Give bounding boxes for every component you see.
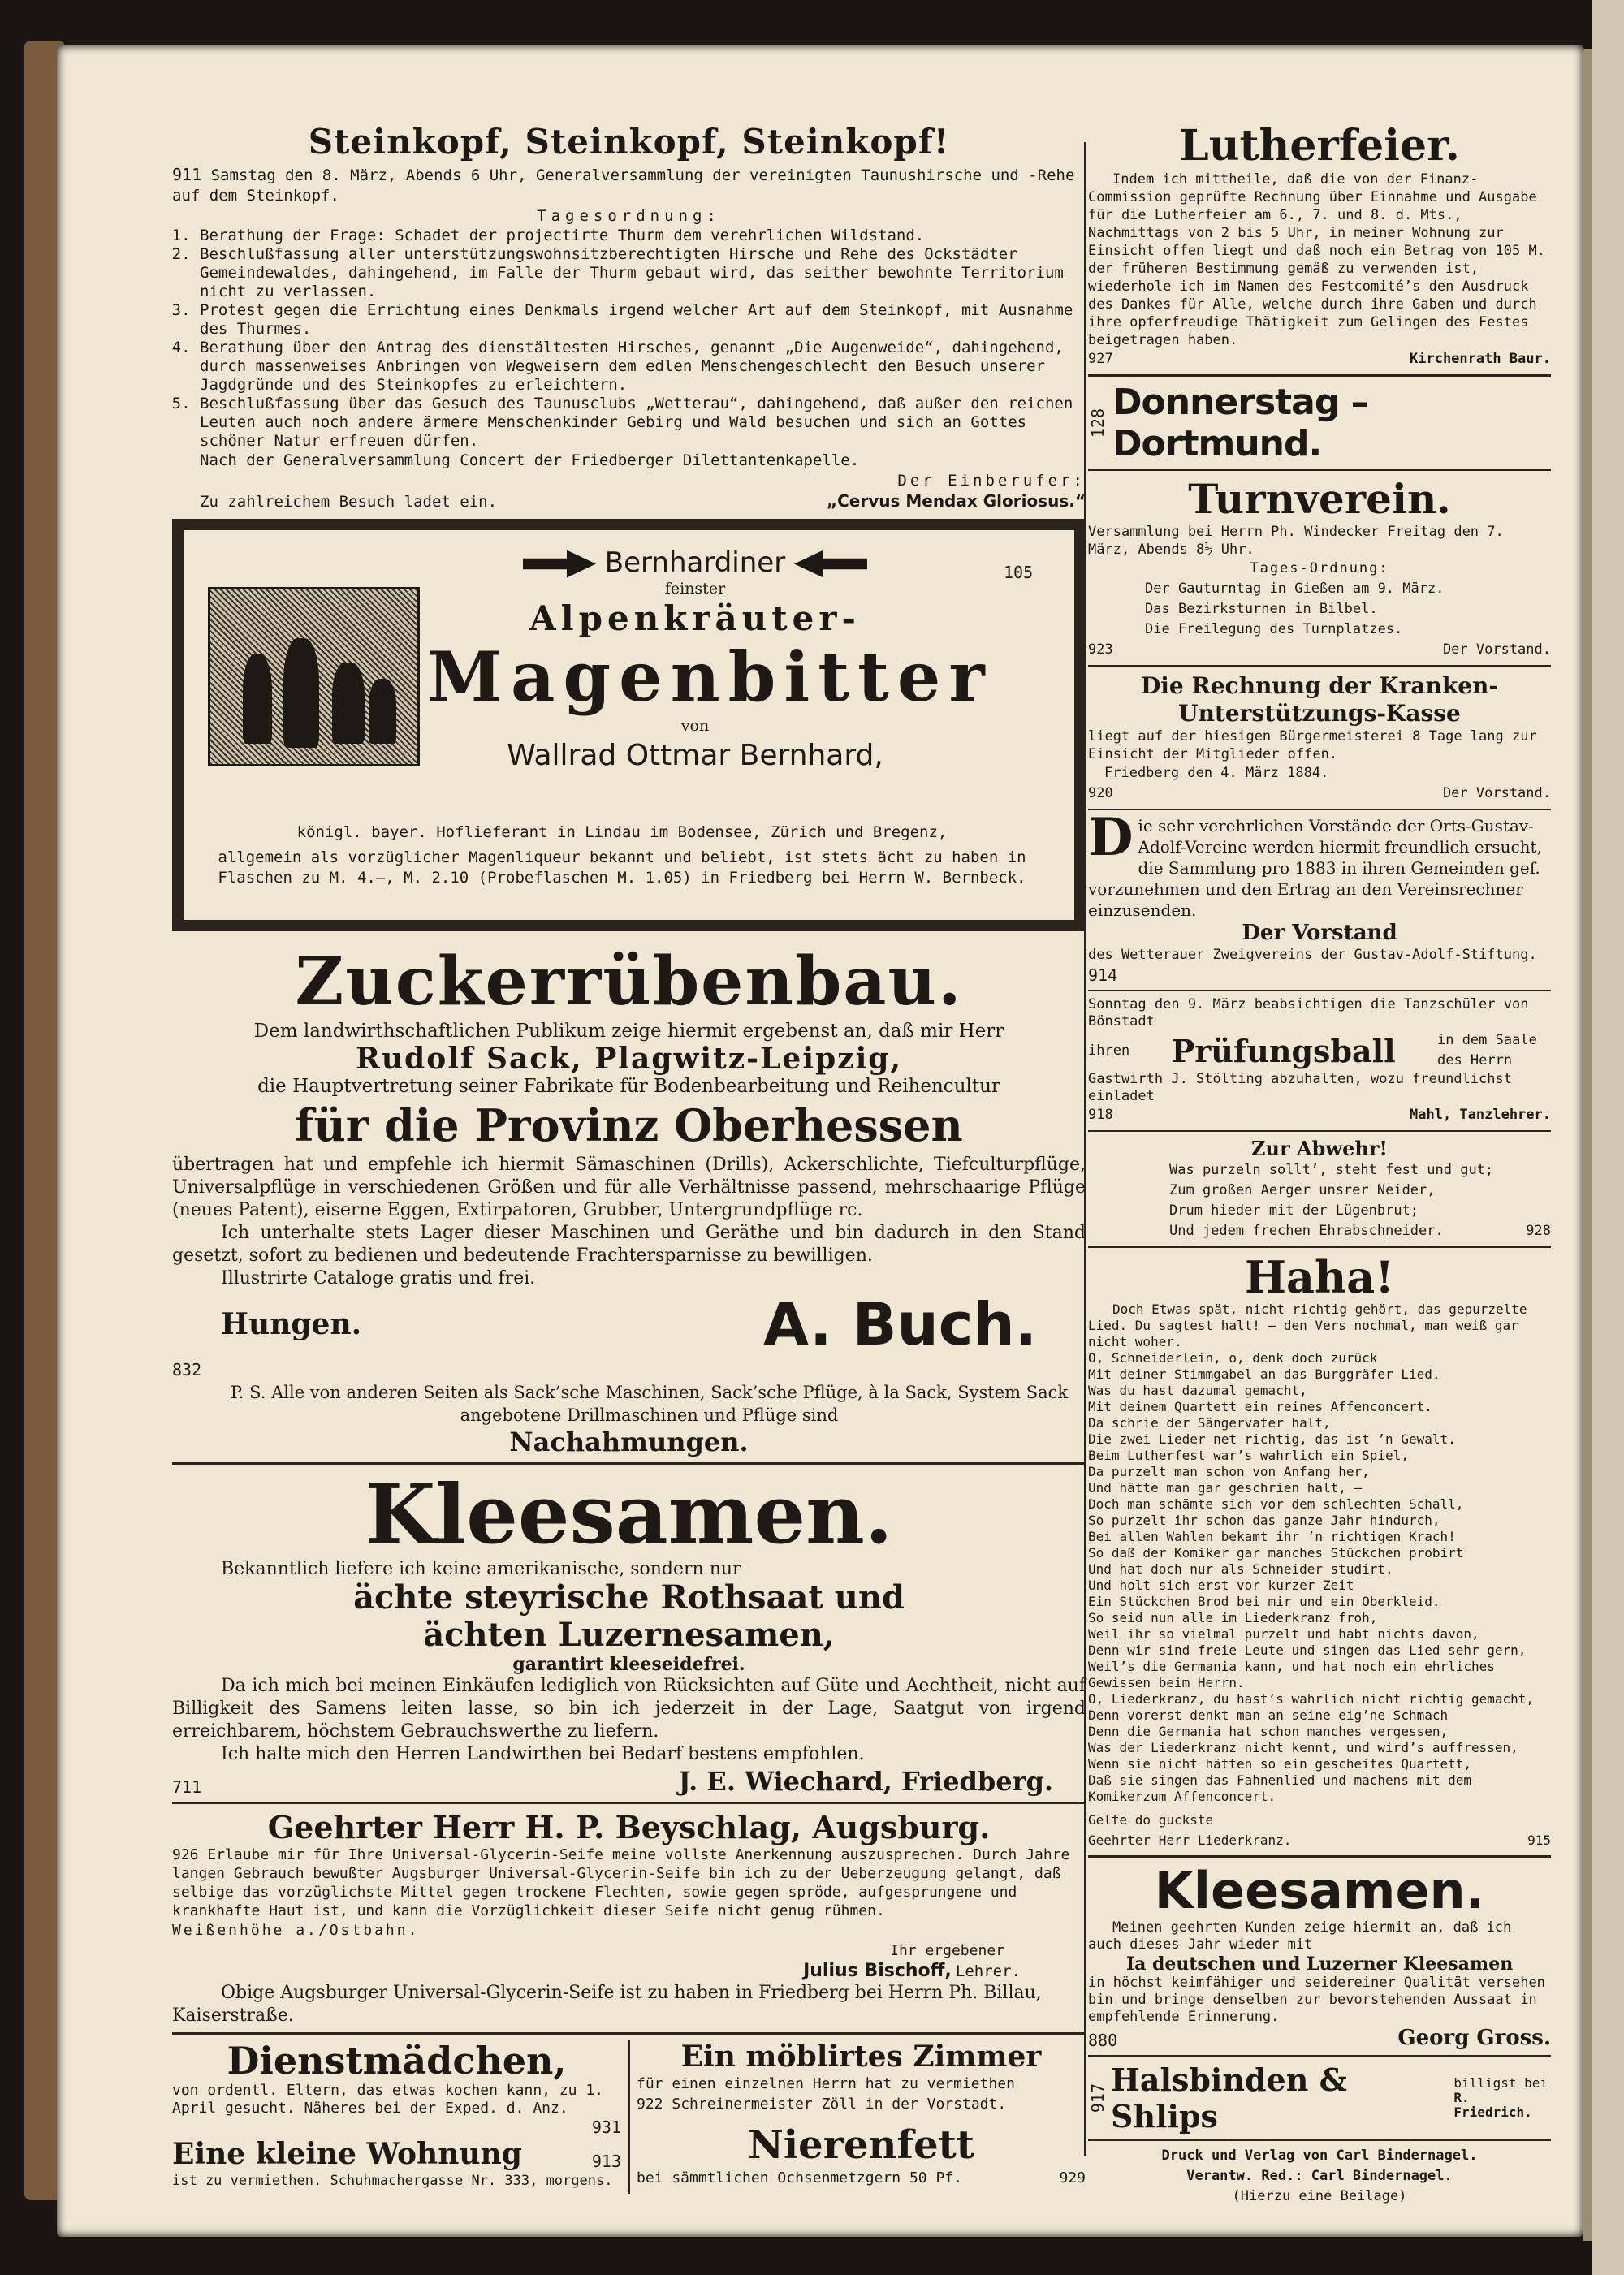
agenda-item: Der Gauturntag in Gießen am 9. März. xyxy=(1145,581,1445,597)
ad-number: 128 xyxy=(1088,408,1108,438)
left-column xyxy=(172,122,1086,2189)
ad-text: in dem Saale des Herrn xyxy=(1436,1032,1537,1068)
ad-number: 105 xyxy=(1004,563,1034,582)
ad-sign: Mahl, Tanzlehrer. xyxy=(1410,1107,1551,1123)
ad-text: Gastwirth J. Stölting abzuhalten, wozu freundlichst einladet xyxy=(1088,1071,1512,1104)
ad-text: Bekanntlich liefere ich keine amerikanische, sondern nur xyxy=(221,1559,741,1579)
ad-number: 911 xyxy=(172,165,202,184)
ad-text: ie sehr verehrlichen Vorstände der Orts-Gustav-Adolf-Vereine werden hiermit freundlich ersucht, die Sammlung pro 1883 in ihren Gemeinden gef. vorzunehmen und den Ertrag an den Vereinsrechner einzusenden. xyxy=(1088,816,1542,920)
agenda-item: 3. Protest gegen die Errichtung eines Denkmals irgend welcher Art auf dem Steinkopf, mit Ausnahme des Thurmes. xyxy=(200,301,1086,339)
ad-text: die Hauptvertretung seiner Fabrikate für Bodenbearbeitung und Reihencultur xyxy=(257,1076,1000,1097)
verse-line: Bei allen Wahlen bekamt ihr ’n richtigen Krach! xyxy=(1088,1529,1456,1544)
verse-line: So purzelt ihr schon das ganze Jahr hindurch, xyxy=(1088,1513,1440,1528)
verse-line: Denn wir sind freie Leute und singen das Lied sehr gern, xyxy=(1088,1643,1527,1658)
ad-text: Ich unterhalte stets Lager dieser Maschinen und Geräthe und bin dadurch in den Stand gesetzt, sofort zu bedienen und bedeutende Frachtersparnisse zu bewilligen. xyxy=(172,1223,1086,1266)
ad-beyschlag xyxy=(172,1809,1086,2027)
ad-text: in höchst keimfähiger und seidereiner Qualität versehen bin und bringe denselben zur bevorstehenden Aussaat in empfehlende Erinnerung. xyxy=(1088,1975,1545,2025)
ad-text: Meinen geehrten Kunden zeige hiermit an, daß ich auch dieses Jahr wieder mit xyxy=(1088,1919,1512,1953)
ad-side-1: billigst bei xyxy=(1453,2075,1548,2091)
ad-number: 918 xyxy=(1088,1107,1113,1123)
verse-line: Und hätte man gar geschrien halt, — xyxy=(1088,1480,1363,1496)
ad-number: 711 xyxy=(172,1777,202,1797)
ad-name: Julius Bischoff, xyxy=(803,1961,952,1981)
page-stack-edge xyxy=(1592,0,1624,2275)
ad-sign: Der Vorstand. xyxy=(1442,785,1551,801)
ad-role: Lehrer. xyxy=(955,1962,1021,1980)
ad-text: übertragen hat und empfehle ich hiermit Sämaschinen (Drills), Ackerschlichte, Tiefculturpflüge, Universalpflüge in verschiedenen Größen und für alle Verhältnisse passend, mehrschaarige Pflüge (neues Patent), eiserne Eggen, Extirpatoren, Grubber, Untergrundpflüge rc. xyxy=(172,1155,1086,1220)
verse-line: Weil ihr so vielmal purzelt und habt nichts davon, xyxy=(1088,1626,1479,1642)
ad-note: Obige Augsburger Universal-Glycerin-Seife ist zu haben in Friedberg bei Herrn Ph. Billau, Kaiserstraße. xyxy=(172,1983,1042,2026)
agenda-heading: Tagesordnung: xyxy=(537,207,721,225)
ad-lutherfeier xyxy=(1088,122,1551,369)
ad-title: Die Rechnung der Kranken-Unterstützungs-Kasse xyxy=(1140,672,1499,727)
ad-sign: Der Vorstand xyxy=(1242,921,1397,945)
ad-number: 915 xyxy=(1527,1833,1551,1848)
imprint-line: (Hierzu eine Beilage) xyxy=(1232,2188,1407,2204)
verse-line: Mit deiner Stimmgabel an das Burggräfer Lied. xyxy=(1088,1366,1440,1382)
ad-haha xyxy=(1088,1253,1551,1850)
ad-text: Schreinermeister Zöll in der Vorstadt. xyxy=(672,2096,1007,2113)
verse-line: O, Schneiderlein, o, denk doch zurück xyxy=(1088,1350,1378,1366)
ad-provinz: für die Provinz Oberhessen xyxy=(295,1099,963,1151)
verse-line: So seid nun alle im Liederkranz froh, xyxy=(1088,1610,1378,1625)
ad-number: 922 xyxy=(637,2096,663,2113)
verse-line: Die zwei Lieder net richtig, das ist ’n Gewalt. xyxy=(1088,1431,1456,1447)
ad-title: Halsbinden & Shlips xyxy=(1111,2061,1347,2135)
ad-invite: Zu zahlreichem Besuch ladet ein. xyxy=(200,493,498,511)
ad-sign: Der Vorstand. xyxy=(1442,641,1551,658)
ad-text: Indem ich mittheile, daß die von der Finanz-Commission geprüfte Rechnung über Einnahme und Ausgabe für die Lutherfeier am 6., 7. und 8. d. Mts., Nachmittags von 2 bis 5 Uhr, in meiner Wohnung zur Einsicht offen liegt und daß noch ein Betrag von 105 M. der früheren Bestimmung gemäß zu verwenden ist, wiederhole ich im Namen des Festcomité’s den Ausdruck des Dankes für Alle, welche durch ihre Gaben und durch ihre opferfreudige Thätigkeit zum Gelingen des Festes beigetragen haben. xyxy=(1088,171,1545,348)
ad-sub: garantirt kleeseidefrei. xyxy=(512,1654,745,1675)
ad-title: Haha! xyxy=(1245,1251,1394,1303)
ad-abwehr xyxy=(1088,1137,1551,1241)
verse-line: Daß sie singen das Fahnenlied und machens mit dem Komikerzum Affenconcert. xyxy=(1088,1772,1472,1804)
ad-number: 920 xyxy=(1088,785,1113,801)
ad-intro: Doch Etwas spät, nicht richtig gehört, das gepurzelte Lied. Du sagtest halt! — den Vers nochmal, man weiß gar nicht woher. xyxy=(1088,1302,1527,1349)
ad-text: Ich halte mich den Herren Landwirthen bei Bedarf bestens empfohlen. xyxy=(221,1744,865,1764)
agenda-item: 1. Berathung der Frage: Schadet der projectirte Thurm dem verehrlichen Wildstand. xyxy=(200,227,1086,245)
ad-title: Zur Abwehr! xyxy=(1251,1137,1388,1160)
agenda-item: 5. Beschlußfassung über das Gesuch des Taunusclubs „Wetterau“, dahingehend, daß außer den reichen Leuten auch noch andere ärmere Menschenkinder Gebirg und Wald besuchen und sich an Gottes schöner Natur erfreuen dürfen. xyxy=(200,395,1086,451)
ad-sign: Kirchenrath Baur. xyxy=(1410,351,1551,367)
ad-number: 913 xyxy=(591,2152,621,2171)
caller-label: Der Einberufer: xyxy=(897,472,1086,490)
pointing-hand-icon xyxy=(794,550,867,578)
ad-text: Erlaube mir für Ihre Universal-Glycerin-Seife meine vollste Anerkennung auszusprechen. Durch Jahre langen Gebrauch bewußter Augsburger Universal-Glycerin-Seife bin ich zu der Ueberzeugung gelangt, daß selbige das vorzüglichste Mittel gegen trockene Flechten, sowie gegen spröde, aufgesprungene und krankhafte Haut ist, und kann die Vorzüglichkeit dieser Seife nicht genug rühmen. xyxy=(172,1846,1070,1919)
ad-title: Kleesamen. xyxy=(365,1466,893,1562)
ad-title: Dienstmädchen, xyxy=(227,2039,567,2083)
ad-number: 927 xyxy=(1088,351,1113,367)
ad-name: Rudolf Sack, Plagwitz-Leipzig, xyxy=(355,1042,903,1076)
ad-title: Donnerstag – Dortmund. xyxy=(1112,382,1368,464)
right-column xyxy=(1088,121,1551,2204)
agenda-heading: Tages-Ordnung: xyxy=(1250,560,1389,576)
verse-line: Und jedem frechen Ehrabschneider. xyxy=(1169,1223,1444,1239)
ad-krankenkasse xyxy=(1088,672,1551,804)
bitter-desc: allgemein als vorzüglicher Magenliqueur bekannt und beliebt, ist stets ächt zu haben in Flaschen zu M. 4.–, M. 2.10 (Probeflaschen M. 1.05) in Friedberg bei Herrn W. Bernbeck. xyxy=(218,848,1026,887)
ad-title-2: Eine kleine Wohnung xyxy=(172,2137,522,2171)
ad-greet-2: Geehrter Herr Liederkranz. xyxy=(1088,1833,1292,1848)
bitter-feinster: feinster xyxy=(664,580,726,598)
verse-line: Doch man schämte sich vor dem schlechten Schall, xyxy=(1088,1496,1464,1512)
ad-sign: Georg Gross. xyxy=(1397,2026,1551,2050)
ad-title: Kleesamen. xyxy=(1154,1861,1485,1920)
verse-line: Da schrie der Sängervater halt, xyxy=(1088,1415,1331,1431)
ad-kleesamen xyxy=(172,1466,1086,1797)
ad-big: ächten Luzernesamen, xyxy=(423,1616,835,1654)
ad-postscript-end: Nachahmungen. xyxy=(509,1427,749,1457)
verse-line: Wenn sie nicht hätten so ein gescheites Quartett, xyxy=(1088,1756,1472,1772)
ad-place: Weißenhöhe a./Ostbahn. xyxy=(172,1922,420,1939)
pointing-hand-icon xyxy=(523,550,596,578)
agenda-item: 4. Berathung über den Antrag des dienstältesten Hirsches, genannt „Die Augenweide“, dahingehend, durch massenweises Anbringen von Wegweisern dem edlen Menschengeschlecht den Besuch unserer Jagdgründe und des Steinkopfes zu erleichtern. xyxy=(200,339,1086,395)
imprint-line: Verantw. Red.: Carl Bindernagel. xyxy=(1186,2168,1453,2184)
ad-yours: Ihr ergebener xyxy=(890,1942,1004,1959)
ad-pruefungsball xyxy=(1088,996,1551,1125)
ad-text: bei sämmtlichen Ochsenmetzgern 50 Pf. xyxy=(637,2169,962,2187)
ad-turnverein xyxy=(1088,476,1551,660)
agenda-item: Die Freilegung des Turnplatzes. xyxy=(1145,621,1403,637)
ad-number: 914 xyxy=(1088,965,1118,985)
ad-text: für einen einzelnen Herrn hat zu vermiethen xyxy=(637,2075,1015,2092)
caller-name: „Cervus Mendax Gloriosus.“ xyxy=(826,491,1086,511)
ad-greet: Gelte do guckste xyxy=(1088,1812,1214,1828)
agenda-item: Das Bezirksturnen in Bilbel. xyxy=(1145,601,1378,617)
ad-title: Lutherfeier. xyxy=(1179,121,1460,171)
verse-line: Was du hast dazumal gemacht, xyxy=(1088,1383,1307,1398)
woodcut-illustration xyxy=(208,587,420,766)
ad-dienstmaedchen xyxy=(172,2040,628,2194)
verse-line: Drum hieder mit der Lügenbrut; xyxy=(1169,1202,1419,1219)
bitter-title-2: Magenbitter xyxy=(427,637,993,717)
ad-text: von ordentl. Eltern, das etwas kochen kann, zu 1. April gesucht. Näheres bei der Exped. d. Anz. xyxy=(172,2082,604,2117)
drop-initial: D xyxy=(1088,807,1134,868)
verse-line: Was purzeln sollt’, steht fest und gut; xyxy=(1169,1162,1494,1178)
verse-line: O, Liederkranz, du hast’s wahrlich nicht richtig gemacht, xyxy=(1088,1691,1535,1707)
ad-title: Zuckerrübenbau. xyxy=(295,943,963,1021)
agenda-item: 2. Beschlußfassung aller unterstützungswohnsitzberechtigten Hirsche und Rehe des Ockstädter Gemeindewaldes, dahingehend, im Falle der Thurm gebaut wird, das seither bewohnte Territorium nicht zu verlassen. xyxy=(200,245,1086,301)
ad-intro: Samstag den 8. März, Abends 6 Uhr, Generalversammlung der vereinigten Taunushirsche und -Rehe auf dem Steinkopf. xyxy=(172,166,1075,205)
ad-title: Geehrter Herr H. P. Beyschlag, Augsburg. xyxy=(267,1809,991,1845)
ad-date: Friedberg den 4. März 1884. xyxy=(1104,765,1329,781)
ad-postscript: P. S. Alle von anderen Seiten als Sack’sche Maschinen, Sack’sche Pflüge, à la Sack, System Sack angebotene Drillmaschinen und Pflüge sind xyxy=(230,1383,1069,1425)
ad-text: Illustrirte Cataloge gratis und frei. xyxy=(221,1268,536,1289)
verse-line: Denn die Germania hat schon manches vergessen, xyxy=(1088,1724,1449,1739)
ad-place: Hungen. xyxy=(221,1307,362,1341)
ad-zuckerruebenbau xyxy=(172,943,1086,1457)
ad-magenbitter xyxy=(172,519,1086,931)
ad-title: Prüfungsball xyxy=(1171,1032,1396,1069)
agenda-list xyxy=(172,227,1086,451)
bitter-von: von xyxy=(680,717,710,735)
bitter-maker-line: königl. bayer. Hoflieferant in Lindau im Bodensee, Zürich und Bregenz, xyxy=(296,823,948,841)
verse-line: Und holt sich erst vor kurzer Zeit xyxy=(1088,1578,1354,1593)
verse-line: Und hat doch nur als Schneider studirt. xyxy=(1088,1561,1393,1577)
ad-title: Steinkopf, Steinkopf, Steinkopf! xyxy=(308,122,950,162)
ad-number: 928 xyxy=(1526,1223,1551,1239)
ad-zimmer xyxy=(630,2040,1086,2194)
ad-number: 880 xyxy=(1088,2031,1118,2050)
verse-block xyxy=(1088,1350,1551,1805)
small-ads-row xyxy=(172,2040,1086,2194)
ad-number: 926 xyxy=(172,1846,199,1863)
verse-line: Was der Liederkranz nicht kennt, und wird’s auffressen, xyxy=(1088,1740,1518,1755)
ad-number: 832 xyxy=(172,1360,202,1379)
ad-number: 923 xyxy=(1088,641,1113,658)
ad-big: ächte steyrische Rothsaat und xyxy=(353,1578,905,1617)
verse-line: Ein Stückchen Brod bei mir und ein Oberkleid. xyxy=(1088,1594,1440,1609)
ad-big: Ia deutschen und Luzerner Kleesamen xyxy=(1125,1953,1514,1975)
ad-text: liegt auf der hiesigen Bürgermeisterei 8 Tage lang zur Einsicht der Mitglieder offen. xyxy=(1088,728,1537,762)
ad-sign-2: des Wetterauer Zweigvereins der Gustav-Adolf-Stiftung. xyxy=(1088,947,1537,963)
ad-dortmund xyxy=(1088,382,1551,464)
bitter-top: Bernhardiner xyxy=(604,546,786,579)
ad-kleesamen-2 xyxy=(1088,1863,1551,2050)
ad-text: Dem landwirthschaftlichen Publikum zeige hiermit ergebenst an, daß mir Herr xyxy=(253,1021,1004,1042)
verse-line: Denn vorerst denkt man an seine eig’ne Schmach xyxy=(1088,1707,1449,1723)
bitter-title-1: Alpenkräuter- xyxy=(529,598,861,638)
ad-side-2: R. Friedrich. xyxy=(1453,2090,1532,2120)
ad-number: 931 xyxy=(591,2117,621,2137)
ad-title: Ein möblirtes Zimmer xyxy=(680,2040,1042,2074)
ad-firm: A. Buch. xyxy=(763,1290,1037,1358)
ad-text: ihren xyxy=(1088,1042,1130,1059)
verse-line: Da purzelt man schon von Anfang her, xyxy=(1088,1464,1370,1479)
bitter-maker: Wallrad Ottmar Bernhard, xyxy=(507,739,883,772)
ad-after: Nach der Generalversammlung Concert der Friedberger Dilettantenkapelle. xyxy=(200,451,860,469)
ad-text: Sonntag den 9. März beabsichtigen die Tanzschüler von Bönstadt xyxy=(1088,996,1529,1030)
ad-sign: J. E. Wiechard, Friedberg. xyxy=(678,1766,1053,1797)
imprint xyxy=(1088,2146,1551,2207)
verse-line: Zum großen Aerger unsrer Neider, xyxy=(1169,1182,1436,1198)
ad-text: ist zu vermiethen. Schuhmachergasse Nr. 333, morgens. xyxy=(172,2173,613,2189)
ad-steinkopf xyxy=(172,122,1086,512)
ad-number: 929 xyxy=(1059,2169,1086,2187)
ad-gustav-adolf xyxy=(1088,807,1551,985)
ad-title-2: Nierenfett xyxy=(748,2122,974,2168)
ad-text: Da ich mich bei meinen Einkäufen lediglich von Rücksichten auf Güte und Aechtheit, nicht auf Billigkeit des Samens leiten lasse, so bin ich jederzeit in der Lage, Saatgut von irgend erreichbarem, höchstem Gebrauchswerthe zu liefern. xyxy=(172,1676,1086,1742)
ad-title: Turnverein. xyxy=(1188,475,1451,523)
ad-number: 917 xyxy=(1088,2083,1108,2113)
verse-line: Beim Lutherfest war’s wahrlich ein Spiel, xyxy=(1088,1448,1409,1463)
verse-line: Weil’s die Germania kann, und hat noch ein ehrliches Gewissen beim Herrn. xyxy=(1088,1659,1495,1690)
ad-halsbinden xyxy=(1088,2061,1551,2135)
verse-line: So daß der Komiker gar manches Stückchen probirt xyxy=(1088,1545,1464,1561)
imprint-line: Druck und Verlag von Carl Bindernagel. xyxy=(1161,2148,1478,2164)
verse-line: Mit deinem Quartett ein reines Affenconcert. xyxy=(1088,1399,1432,1414)
ad-text: Versammlung bei Herrn Ph. Windecker Freitag den 7. März, Abends 8½ Uhr. xyxy=(1088,524,1504,558)
